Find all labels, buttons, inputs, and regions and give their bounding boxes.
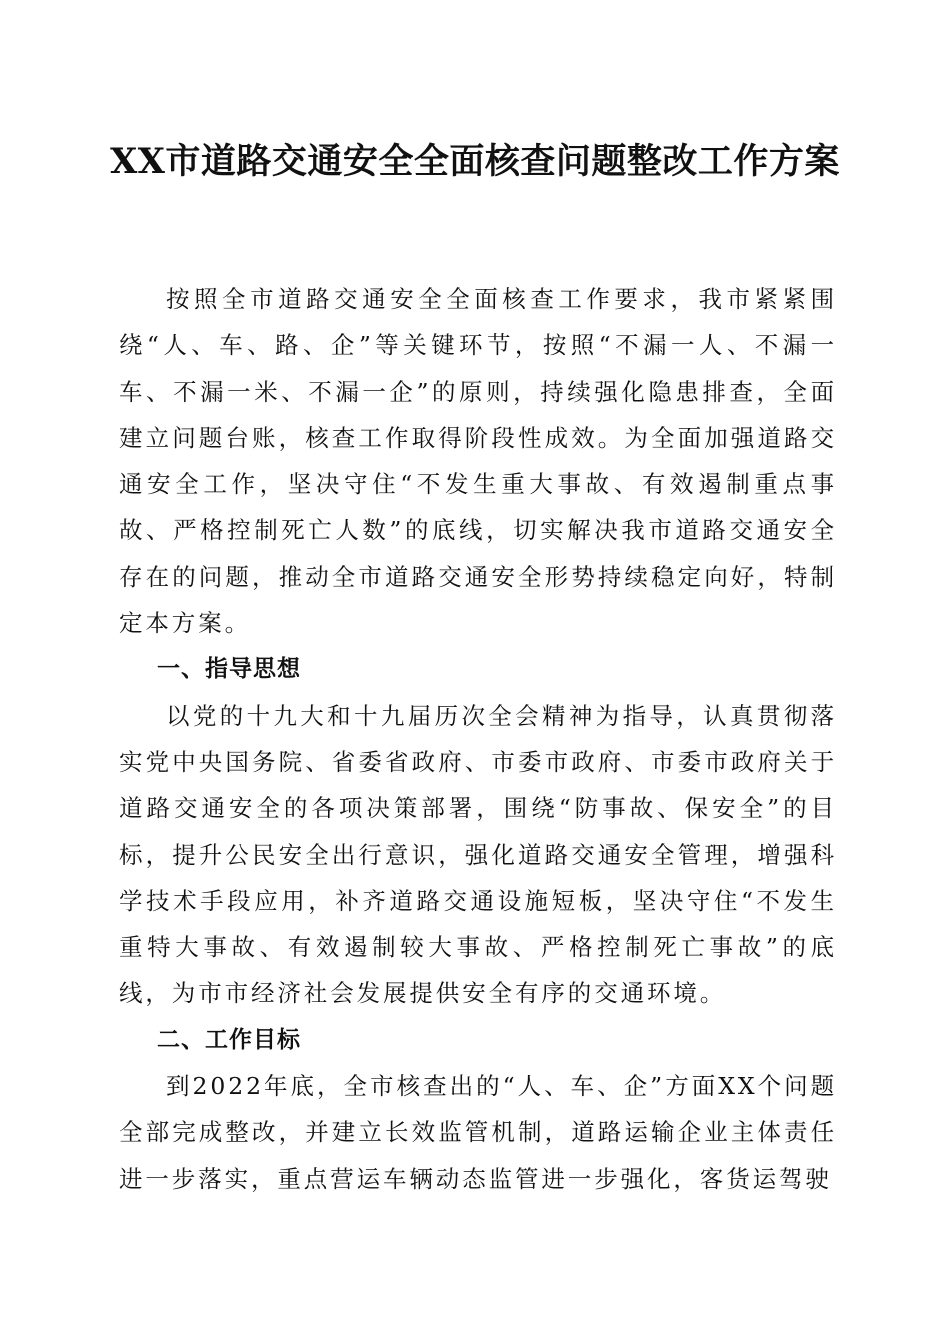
intro-paragraph: 按照全市道路交通安全全面核查工作要求，我市紧紧围绕“人、车、路、企”等关键环节，按照“不漏一人、不漏一车、不漏一米、不漏一企”的原则，持续强化隐患排查，全面建立问题台账，核查工作取得阶段性成效。为全面加强道路交通安全工作，坚决守住“不发生重大事故、有效遏制重点事故、严格控制死亡人数”的底线，切实解决我市道路交通安全存在的问题，推动全市道路交通安全形势持续稳定向好，特制定本方案。 [119,285,837,638]
document-title: XX市道路交通安全全面核查问题整改工作方案 [110,141,840,182]
section-paragraph-guiding-ideology: 以党的十九大和十九届历次全会精神为指导，认真贯彻落实党中央国务院、省委省政府、市委市政府、市委市政府关于道路交通安全的各项决策部署，围绕“防事故、保安全”的目标，提升公民安全出行意识，强化道路交通安全管理，增强科学技术手段应用，补齐道路交通设施短板，坚决守住“不发生重特大事故、有效遏制较大事故、严格控制死亡事故”的底线，为市市经济社会发展提供安全有序的交通环境。 [119,701,837,1008]
document-body [119,276,837,1202]
section-heading-work-goals: 二、工作目标 [157,1026,301,1053]
section-paragraph-work-goals: 到2022年底，全市核查出的“人、车、企”方面XX个问题全部完成整改，并建立长效监管机制，道路运输企业主体责任进一步落实，重点营运车辆动态监管进一步强化，客货运驾驶 [119,1072,837,1193]
section-heading-guiding-ideology: 一、指导思想 [157,656,301,683]
